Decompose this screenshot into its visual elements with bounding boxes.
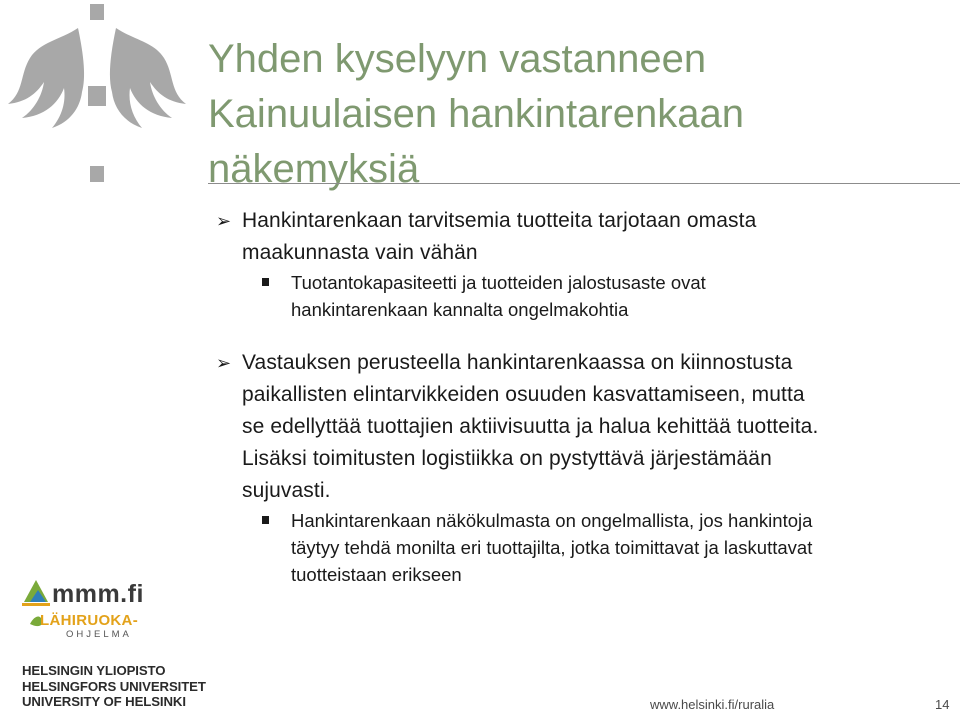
bullet-text-line: Lisäksi toimitusten logistiikka on pystyttävä järjestämään [242, 447, 772, 470]
bullet-text-line: Hankintarenkaan tarvitsemia tuotteita tarjotaan omasta [242, 209, 757, 232]
university-name-line: HELSINGFORS UNIVERSITET [22, 678, 206, 694]
university-name-line: UNIVERSITY OF HELSINKI [22, 694, 186, 709]
ohjelma-logo-text: OHJELMA [66, 629, 132, 640]
sub-bullet-text-line: tuotteistaan erikseen [291, 564, 462, 585]
bullet-text-line: maakunnasta vain vähän [242, 241, 478, 264]
bullet-item [216, 347, 951, 507]
sub-bullet-text-line: hankintarenkaan kannalta ongelmakohtia [291, 299, 629, 320]
bullet-text-line: se edellyttää tuottajien aktiivisuutta ja halua kehittää tuotteita. [242, 415, 819, 438]
bullet-list [216, 205, 951, 588]
university-name [22, 663, 206, 710]
sub-bullet-text-line: Tuotantokapasiteetti ja tuotteiden jalostusaste ovat [291, 272, 706, 293]
title-line: näkemyksiä [208, 147, 420, 191]
arrow-bullet-icon: ➢ [216, 353, 232, 373]
sub-bullet-item [216, 507, 951, 588]
bullet-text-line: Vastauksen perusteella hankintarenkaassa on kiinnostusta [242, 351, 793, 374]
bullet-text-line: sujuvasti. [242, 479, 331, 502]
footer-url: www.helsinki.fi/ruralia [650, 697, 775, 712]
bullet-text-line: paikallisten elintarvikkeiden osuuden kasvattamiseen, mutta [242, 383, 805, 406]
slide-title [208, 32, 948, 197]
page-number: 14 [935, 697, 950, 712]
bullet-item [216, 205, 951, 269]
mmm-logo-text: mmm.fi [52, 580, 144, 608]
lahiruoka-logo-text: LÄHIRUOKA- [40, 612, 138, 629]
square-bullet-icon [262, 278, 269, 286]
title-line: Kainuulaisen hankintarenkaan [208, 92, 744, 136]
arrow-bullet-icon: ➢ [216, 211, 232, 231]
university-name-line: HELSINGIN YLIOPISTO [22, 663, 166, 678]
title-line: Yhden kyselyyn vastanneen [208, 37, 707, 81]
sub-bullet-text-line: Hankintarenkaan näkökulmasta on ongelmallista, jos hankintoja [291, 510, 813, 531]
title-divider [208, 183, 960, 184]
university-flame-logo [0, 0, 210, 200]
sub-bullet-text-line: täytyy tehdä monilta eri tuottajilta, jotka toimittavat ja laskuttavat [291, 537, 813, 558]
square-bullet-icon [262, 516, 269, 524]
sub-bullet-item [216, 269, 951, 323]
